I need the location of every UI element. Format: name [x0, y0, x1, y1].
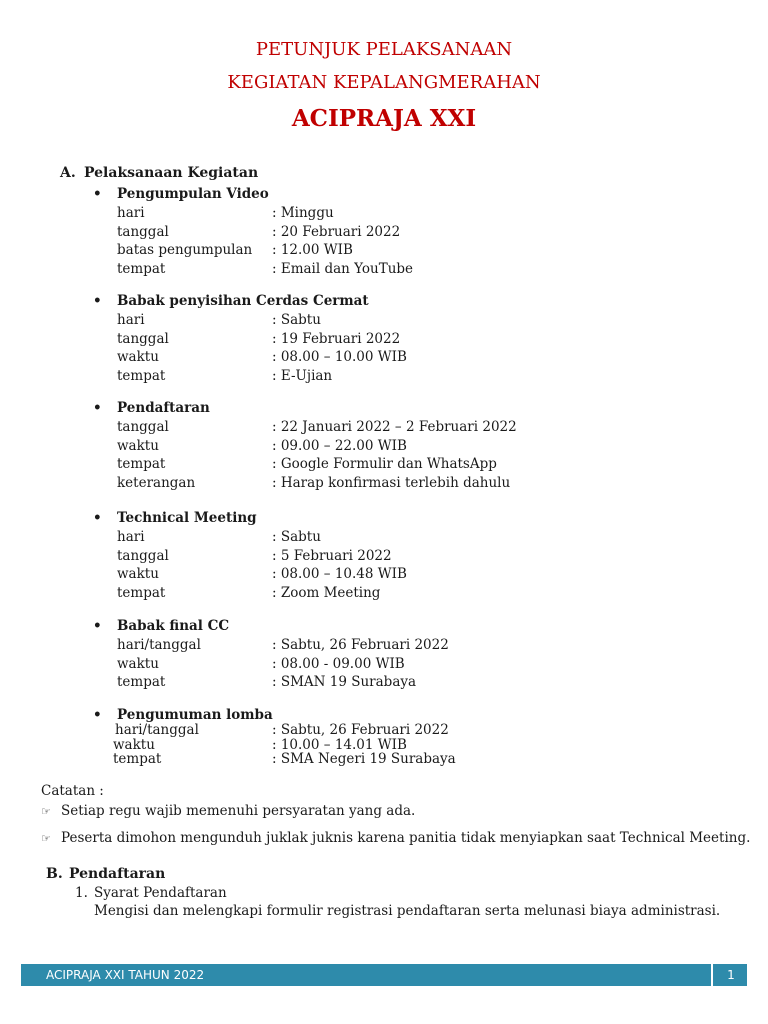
schedule-row	[117, 528, 733, 547]
row-label: batas pengumpulan	[117, 242, 253, 259]
row-label: tanggal	[117, 419, 169, 435]
schedule-row	[117, 565, 733, 584]
schedule-item-pengumpulan-video	[93, 185, 733, 278]
schedule-row	[117, 418, 733, 437]
schedule-item-heading	[93, 399, 733, 418]
row-value: : SMAN 19 Surabaya	[272, 674, 417, 691]
page-number: 1	[727, 968, 735, 982]
row-value: : Google Formulir dan WhatsApp	[272, 456, 497, 473]
schedule-row	[117, 223, 733, 242]
footer-title: ACIPRAJA XXI TAHUN 2022	[46, 968, 205, 982]
schedule-row	[117, 367, 733, 386]
row-value: : Sabtu, 26 Februari 2022	[272, 637, 449, 653]
row-label: hari	[117, 529, 145, 545]
schedule-row	[117, 655, 733, 674]
row-value: : Harap konfirmasi terlebih dahulu	[272, 474, 511, 491]
row-label: tempat	[113, 751, 162, 768]
schedule-item-pendaftaran	[93, 399, 733, 492]
schedule-item-title: Babak penyisihan Cerdas Cermat	[117, 293, 369, 309]
section-b-title: Pendaftaran	[69, 866, 166, 882]
row-value: : 08.00 – 10.48 WIB	[272, 566, 407, 583]
schedule-row	[117, 204, 733, 223]
footer-divider	[711, 964, 713, 986]
row-label: tempat	[117, 367, 166, 384]
bullet-icon: •	[93, 707, 102, 723]
schedule-item-heading	[93, 292, 733, 311]
row-label: keterangan	[117, 474, 196, 491]
section-b-letter: B.	[46, 866, 63, 882]
schedule-row	[117, 330, 733, 349]
note-item	[41, 803, 415, 819]
schedule-row	[113, 738, 733, 753]
row-value: : 19 Februari 2022	[272, 330, 401, 347]
row-value: : Sabtu	[272, 312, 321, 328]
row-value: : 5 Februari 2022	[272, 547, 392, 564]
row-value: : E-Ujian	[272, 367, 333, 384]
row-label: hari/tanggal	[117, 637, 201, 653]
row-label: tempat	[117, 456, 166, 473]
bullet-icon: •	[93, 618, 102, 634]
schedule-item-heading	[93, 509, 733, 528]
schedule-row	[117, 584, 733, 603]
document-title-line-1: PETUNJUK PELAKSANAAN	[255, 39, 513, 60]
schedule-item-heading	[93, 185, 733, 204]
document-title-line-3: ACIPRAJA XXI	[291, 105, 477, 132]
row-label: hari/tanggal	[115, 722, 199, 738]
schedule-row	[117, 547, 733, 566]
row-value: : Minggu	[272, 205, 334, 221]
schedule-row	[117, 455, 733, 474]
row-label: tanggal	[117, 330, 169, 347]
schedule-item-title: Technical Meeting	[117, 510, 257, 526]
row-value: : 20 Februari 2022	[272, 223, 401, 240]
row-label: tanggal	[117, 547, 169, 564]
notes-label: Catatan :	[41, 783, 104, 799]
row-value: : 08.00 – 10.00 WIB	[272, 349, 407, 366]
schedule-row	[117, 260, 733, 279]
row-value: : 10.00 – 14.01 WIB	[272, 736, 407, 753]
schedule-item-title: Babak final CC	[117, 618, 230, 634]
row-value: : 08.00 - 09.00 WIB	[272, 655, 405, 672]
schedule-item-title: Pengumuman lomba	[117, 707, 273, 723]
row-value: : Sabtu, 26 Februari 2022	[272, 722, 449, 738]
section-b-heading	[46, 866, 165, 882]
row-value: : Sabtu	[272, 529, 321, 545]
schedule-item-title: Pengumpulan Video	[117, 186, 269, 202]
note-text: Setiap regu wajib memenuhi persyaratan yang ada.	[61, 803, 416, 819]
bullet-icon: •	[93, 186, 102, 202]
schedule-row	[117, 311, 733, 330]
row-value: : 12.00 WIB	[272, 242, 353, 259]
row-label: hari	[117, 205, 145, 221]
row-label: tempat	[117, 674, 166, 691]
schedule-item-heading	[93, 708, 733, 723]
requirement-description: Mengisi dan melengkapi formulir registrasi pendaftaran serta melunasi biaya administrasi.	[94, 903, 721, 919]
bullet-icon: •	[93, 293, 102, 309]
schedule-item-pengumuman-lomba	[93, 708, 733, 767]
bullet-icon: •	[93, 510, 102, 526]
row-value: : Zoom Meeting	[272, 584, 381, 601]
pointing-hand-icon: ☞	[41, 805, 51, 818]
row-label: tempat	[117, 260, 166, 277]
section-a-title: Pelaksanaan Kegiatan	[84, 165, 259, 181]
row-label: tanggal	[117, 223, 169, 240]
section-a-heading	[60, 165, 258, 181]
row-label: hari	[117, 312, 145, 328]
document-title-line-2: KEGIATAN KEPALANGMERAHAN	[227, 72, 541, 93]
schedule-row	[113, 752, 733, 767]
row-value: : 09.00 – 22.00 WIB	[272, 437, 407, 454]
schedule-row	[117, 241, 733, 260]
schedule-item-heading	[93, 617, 733, 636]
note-text: Peserta dimohon mengunduh juklak juknis karena panitia tidak menyiapkan saat Technical Meeting.	[61, 830, 751, 846]
schedule-row	[117, 636, 733, 655]
pointing-hand-icon: ☞	[41, 832, 51, 845]
schedule-item-title: Pendaftaran	[117, 400, 210, 416]
row-value: : SMA Negeri 19 Surabaya	[272, 751, 456, 768]
row-value: : 22 Januari 2022 – 2 Februari 2022	[272, 419, 517, 435]
schedule-row	[117, 673, 733, 692]
requirement-item	[75, 885, 227, 901]
schedule-row	[115, 723, 733, 738]
bullet-icon: •	[93, 400, 102, 416]
schedule-row	[117, 474, 733, 493]
note-item	[41, 830, 750, 846]
row-value: : Email dan YouTube	[272, 260, 414, 277]
schedule-item-babak-final	[93, 617, 733, 692]
page-footer	[21, 964, 747, 986]
schedule-item-technical-meeting	[93, 509, 733, 602]
requirement-title: Syarat Pendaftaran	[94, 885, 227, 901]
row-label: waktu	[117, 655, 159, 672]
requirement-number: 1.	[75, 885, 88, 901]
row-label: tempat	[117, 584, 166, 601]
schedule-item-babak-penyisihan	[93, 292, 733, 385]
row-label: waktu	[113, 736, 155, 753]
row-label: waktu	[117, 437, 159, 454]
schedule-row	[117, 437, 733, 456]
section-a-letter: A.	[60, 165, 76, 181]
row-label: waktu	[117, 349, 159, 366]
row-label: waktu	[117, 566, 159, 583]
schedule-row	[117, 348, 733, 367]
